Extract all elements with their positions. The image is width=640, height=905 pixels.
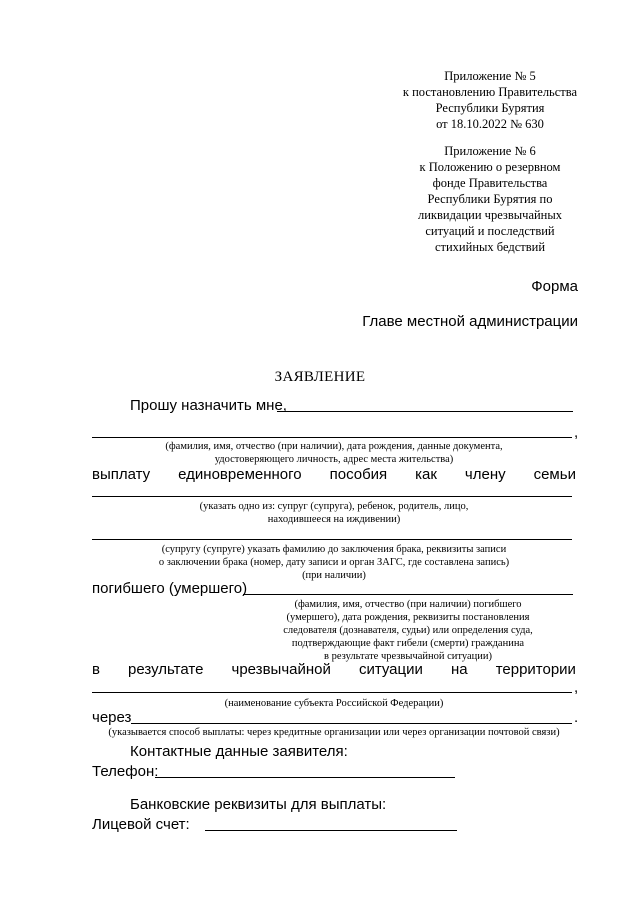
request-text: Прошу назначить мне, bbox=[130, 397, 287, 414]
word: выплату bbox=[92, 466, 151, 483]
word: единовременного bbox=[178, 466, 302, 483]
form-label: Форма bbox=[531, 278, 578, 295]
relation-note bbox=[92, 500, 576, 526]
phone-label: Телефон: bbox=[92, 763, 159, 780]
region-field[interactable] bbox=[92, 692, 572, 693]
contacts-heading: Контактные данные заявителя: bbox=[130, 743, 348, 760]
comma: , bbox=[574, 679, 579, 696]
comma: , bbox=[574, 424, 579, 441]
spouse-details-field[interactable] bbox=[92, 539, 572, 540]
page-title: ЗАЯВЛЕНИЕ bbox=[274, 369, 366, 385]
word: ситуации bbox=[358, 661, 423, 678]
word: семьи bbox=[533, 466, 576, 483]
result-line bbox=[92, 661, 576, 678]
word: члену bbox=[464, 466, 506, 483]
applicant-details-field[interactable] bbox=[92, 437, 572, 438]
note-line: (указать одно из: супруг (супруга), ребенок, родитель, лицо, bbox=[199, 501, 469, 512]
note-line: (супругу (супруге) указать фамилию до заключения брака, реквизиты записи bbox=[161, 544, 507, 555]
spouse-note bbox=[92, 543, 576, 582]
appendix-line: от 18.10.2022 № 630 bbox=[436, 117, 544, 131]
bank-heading: Банковские реквизиты для выплаты: bbox=[130, 796, 387, 813]
appendix-line: к постановлению Правительства bbox=[402, 85, 578, 99]
note-line: в результате чрезвычайной ситуации) bbox=[324, 651, 492, 662]
note-line: (умершего), дата рождения, реквизиты постановления bbox=[286, 612, 530, 623]
note-line: следователя (дознавателя, судьи) или определения суда, bbox=[283, 625, 533, 636]
word: чрезвычайной bbox=[231, 661, 331, 678]
note-line: подтверждающие факт гибели (смерти) гражданина bbox=[291, 638, 525, 649]
deceased-label: погибшего (умершего) bbox=[92, 580, 248, 597]
account-label: Лицевой счет: bbox=[92, 816, 190, 833]
note-line: (фамилия, имя, отчество (при наличии) погибшего bbox=[294, 599, 522, 610]
appendix-line: Республики Бурятия по bbox=[427, 192, 553, 206]
payment-method-field[interactable] bbox=[131, 723, 572, 724]
addressee: Главе местной администрации bbox=[362, 313, 578, 330]
payment-line bbox=[92, 466, 576, 483]
note-line: (фамилия, имя, отчество (при наличии), дата рождения, данные документа, bbox=[165, 441, 503, 452]
appendix-line: Республики Бурятия bbox=[435, 101, 545, 115]
phone-field[interactable] bbox=[155, 777, 455, 778]
note-line: удостоверяющего личность, адрес места жительства) bbox=[214, 454, 454, 465]
account-field[interactable] bbox=[205, 830, 457, 831]
period: . bbox=[574, 709, 579, 726]
appendix-line: Приложение № 5 bbox=[444, 69, 536, 83]
word: как bbox=[415, 466, 437, 483]
appendix-line: ситуаций и последствий bbox=[425, 224, 555, 238]
word: территории bbox=[495, 661, 576, 678]
method-note: (указывается способ выплаты: через кредитные организации или через организации почтовой связи) bbox=[108, 727, 560, 738]
deceased-note bbox=[243, 598, 573, 663]
appendix-line: стихийных бедствий bbox=[434, 240, 546, 254]
through-label: через bbox=[92, 709, 132, 726]
appendix-5-block bbox=[370, 68, 610, 132]
fio-note bbox=[92, 440, 576, 466]
deceased-name-field[interactable] bbox=[243, 594, 573, 595]
region-note: (наименование субъекта Российской Федерации) bbox=[224, 698, 444, 709]
appendix-6-block bbox=[370, 143, 610, 255]
word: в bbox=[92, 661, 100, 678]
word: результате bbox=[128, 661, 204, 678]
appendix-line: ликвидации чрезвычайных bbox=[417, 208, 563, 222]
appendix-line: фонде Правительства bbox=[432, 176, 548, 190]
relation-field[interactable] bbox=[92, 496, 572, 497]
note-line: (при наличии) bbox=[302, 570, 366, 581]
appendix-line: Приложение № 6 bbox=[444, 144, 536, 158]
word: пособия bbox=[329, 466, 388, 483]
applicant-name-field[interactable] bbox=[277, 411, 573, 412]
note-line: находившееся на иждивении) bbox=[267, 514, 401, 525]
appendix-line: к Положению о резервном bbox=[419, 160, 561, 174]
note-line: о заключении брака (номер, дату записи и орган ЗАГС, где составлена запись) bbox=[158, 557, 510, 568]
word: на bbox=[450, 661, 468, 678]
